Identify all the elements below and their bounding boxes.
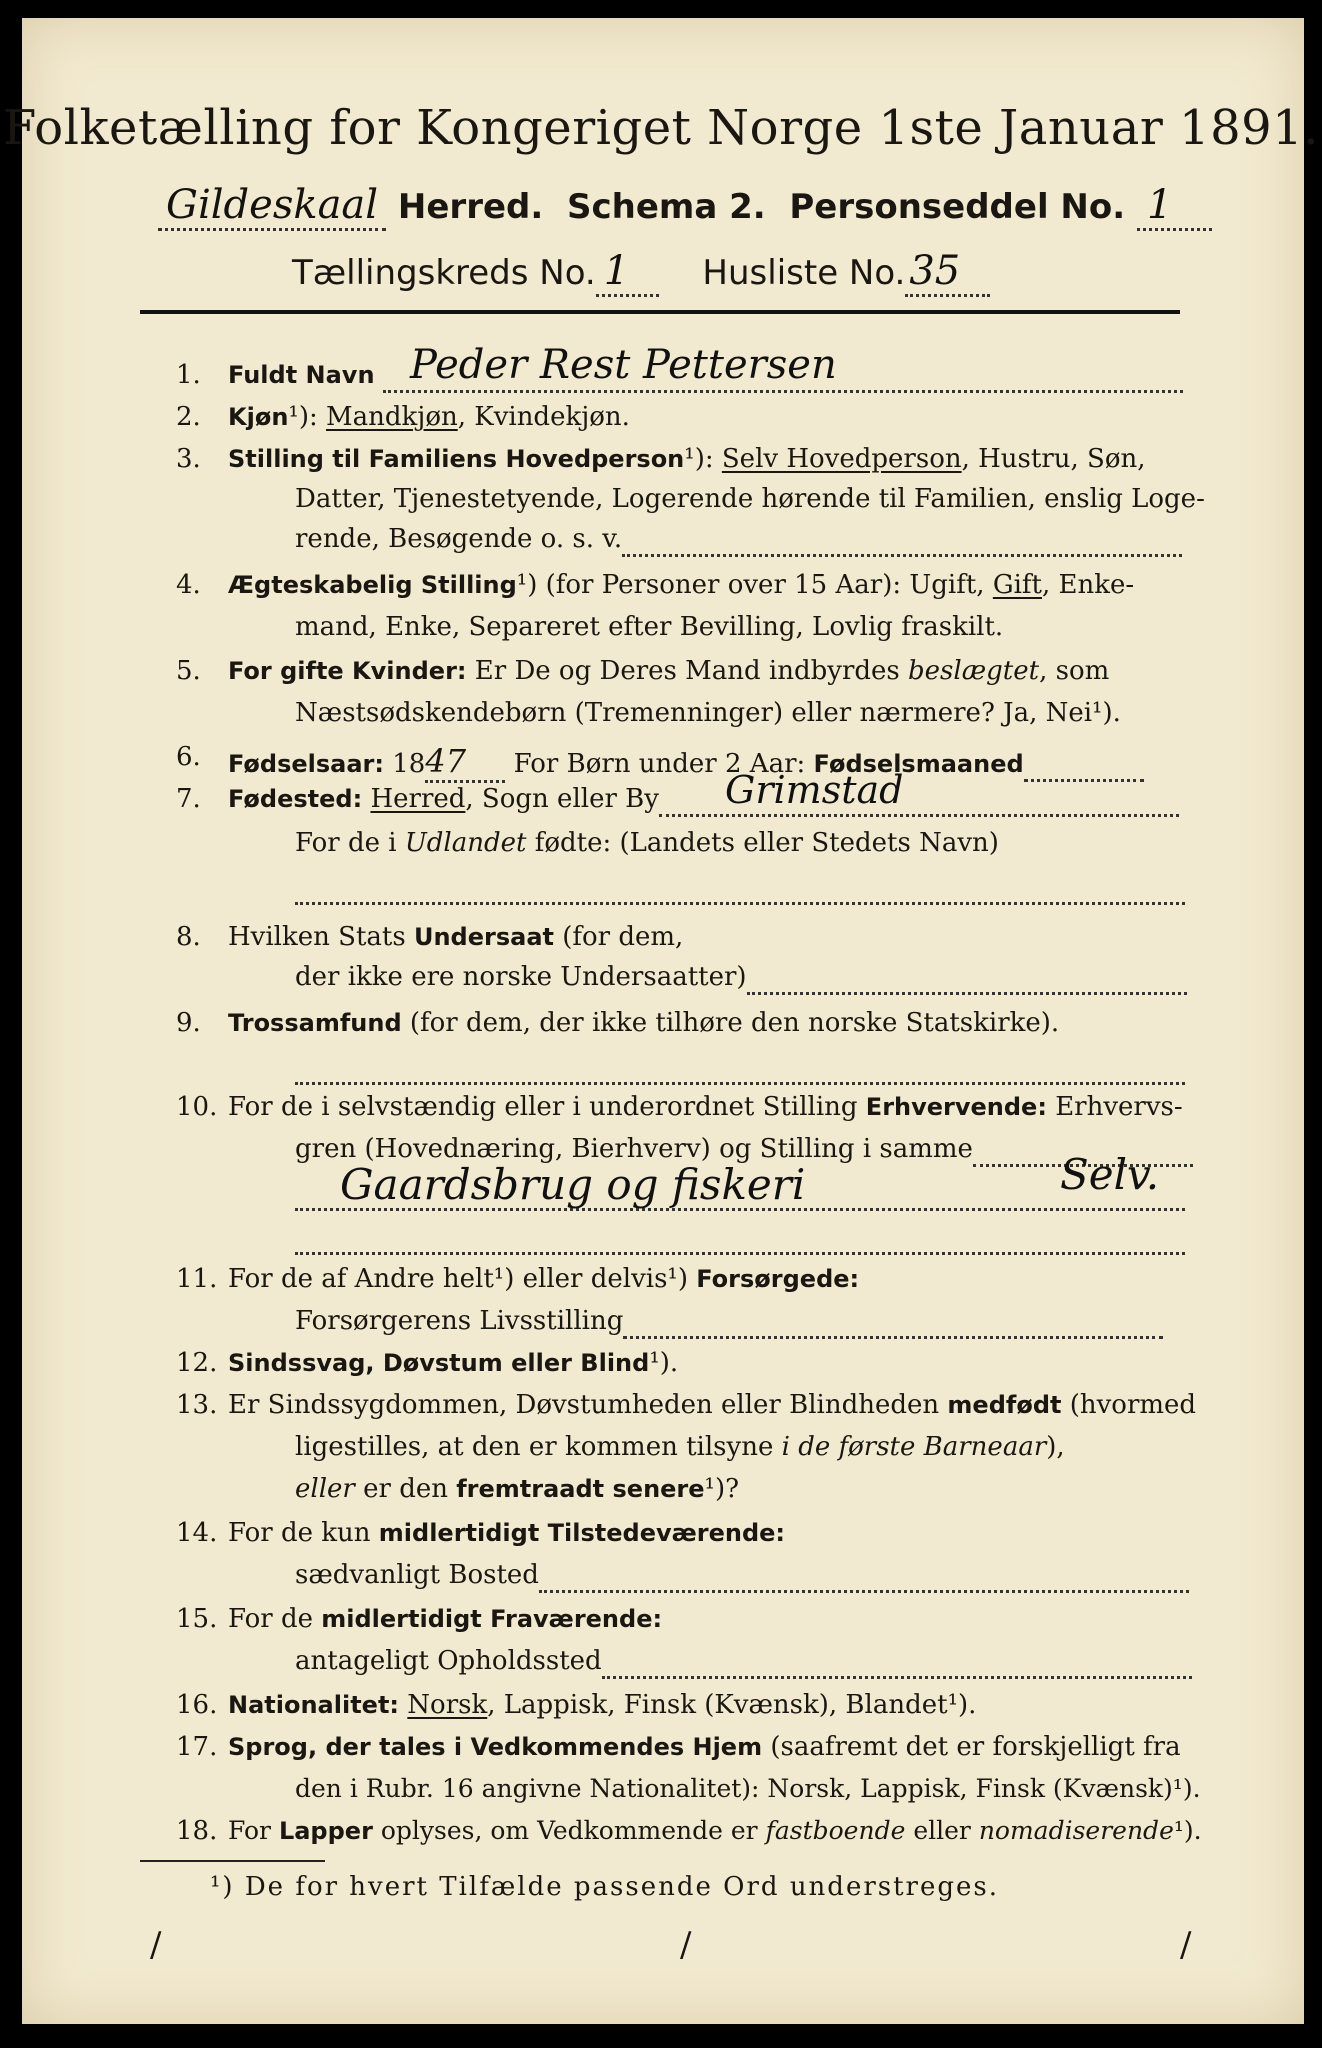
marital-selected: Gift — [992, 570, 1042, 600]
row-number: 10. — [176, 1092, 218, 1122]
marital-label: Ægteskabelig Stilling — [228, 571, 517, 599]
krets-value: 1 — [596, 248, 659, 297]
birthplace-label: Fødested: — [228, 785, 363, 813]
full-name-label: Fuldt Navn — [228, 361, 375, 389]
husliste-label: Husliste No. — [702, 253, 906, 293]
row-number: 4. — [176, 570, 201, 600]
occupation-value: Gaardsbrug og fiskeri — [340, 1160, 806, 1209]
religion-label: Trossamfund — [228, 1009, 402, 1037]
family-position-options: , Hustru, Søn, — [961, 444, 1146, 474]
gender-label: Kjøn — [228, 403, 289, 431]
herred-label: Herred. — [397, 187, 544, 227]
row-number: 12. — [176, 1348, 218, 1378]
row-number: 13. — [176, 1390, 218, 1420]
gender-female: , Kvindekjøn. — [457, 402, 630, 432]
pen-mark-icon: / — [1180, 1925, 1192, 1965]
row-number: 2. — [176, 402, 201, 432]
krets-label: Tællingskreds No. — [292, 253, 596, 293]
birth-year-label: Fødselsaar: — [228, 750, 384, 778]
language-label: Sprog, der tales i Vedkommendes Hjem — [228, 1733, 763, 1761]
abroad-line — [295, 872, 1185, 905]
gender-male: Mandkjøn — [326, 402, 458, 432]
herred-value: Gildeskaal — [158, 182, 386, 231]
birth-month-label: Fødselsmaaned — [813, 750, 1024, 778]
row-number: 9. — [176, 1008, 201, 1038]
row-number: 3. — [176, 444, 201, 474]
family-position-label: Stilling til Familiens Hovedperson — [228, 445, 685, 473]
full-name-value: Peder Rest Pettersen — [410, 342, 837, 388]
personseddel-label: Personseddel No. — [789, 187, 1126, 227]
married-women-label: For gifte Kvinder: — [228, 657, 467, 685]
footnote-rule — [140, 1860, 325, 1862]
disability-label: Sindssvag, Døvstum eller Blind — [228, 1349, 650, 1377]
family-position-options-3: rende, Besøgende o. s. v. — [295, 524, 623, 554]
birthplace-value: Grimstad — [725, 768, 904, 812]
row-number: 1. — [176, 360, 201, 390]
birthplace-herred: Herred — [370, 784, 466, 814]
pen-mark-icon: / — [150, 1925, 162, 1965]
family-position-options-2: Datter, Tjenestetyende, Logerende hørende til Familien, enslig Loge- — [295, 484, 1205, 514]
supported-label: Forsørgede: — [696, 1265, 860, 1293]
row-number: 6. — [176, 742, 201, 772]
occupation-status-value: Selv. — [1060, 1150, 1160, 1199]
husliste-value: 35 — [905, 248, 990, 297]
row-number: 16. — [176, 1690, 218, 1720]
birth-year-value: 47 — [425, 742, 505, 783]
personseddel-value: 1 — [1137, 182, 1212, 231]
row-number: 18. — [176, 1816, 218, 1846]
row-number: 7. — [176, 784, 201, 814]
occupation-label: Erhvervende: — [865, 1093, 1047, 1121]
row-number: 17. — [176, 1732, 218, 1762]
row-number: 14. — [176, 1518, 218, 1548]
row-number: 15. — [176, 1604, 218, 1634]
nationality-selected: Norsk — [407, 1690, 488, 1720]
row-number: 8. — [176, 922, 201, 952]
row-number: 11. — [176, 1264, 218, 1294]
subject-label: Undersaat — [413, 923, 554, 951]
row-number: 5. — [176, 656, 201, 686]
nationality-label: Nationalitet: — [228, 1691, 400, 1719]
footnote: ¹) De for hvert Tilfælde passende Ord understreges. — [210, 1872, 1000, 1902]
header-line-1 — [158, 182, 1212, 231]
header-line-2 — [292, 248, 990, 297]
form-title: Folketælling for Kongeriget Norge 1ste Januar 1891. — [3, 100, 1319, 156]
family-position-selected: Selv Hovedperson — [721, 444, 962, 474]
pen-mark-icon: / — [680, 1925, 692, 1965]
schema-label: Schema 2. — [566, 187, 766, 227]
header-rule — [140, 310, 1180, 314]
